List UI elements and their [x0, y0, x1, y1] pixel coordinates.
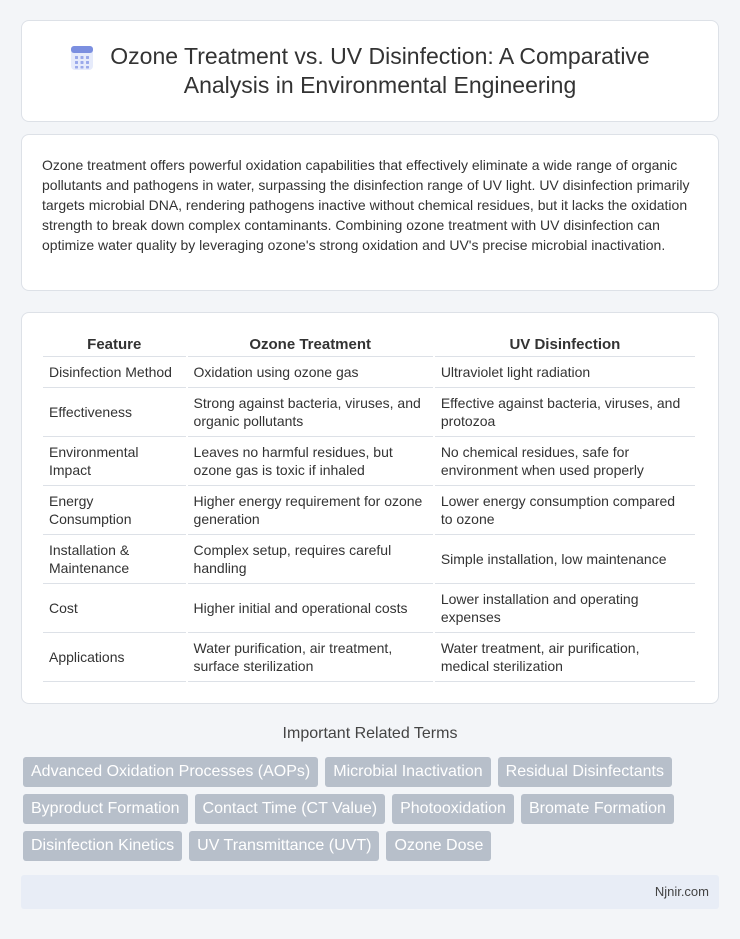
- row-uv: Lower installation and operating expenses: [435, 584, 695, 633]
- intro-paragraph: Ozone treatment offers powerful oxidation capabilities that effectively eliminate a wide range of organic pollutants and pathogens in water, surpassing the disinfection range of UV light. UV disinfection primarily targets microbial DNA, rendering pathogens inactive without chemical residues, but it lacks the oxidation strength to break down complex contaminants. Combining ozone treatment with UV disinfection can optimize water quality by leveraging ozone's strong oxidation and UV's precise microbial inactivation.: [42, 157, 690, 253]
- row-ozone: Water purification, air treatment, surface sterilization: [188, 633, 433, 682]
- table-row: [43, 535, 695, 584]
- row-ozone: Complex setup, requires careful handling: [188, 535, 433, 584]
- table-row: [43, 437, 695, 486]
- related-term-chip[interactable]: Ozone Dose: [386, 831, 491, 861]
- header-feature: Feature: [43, 331, 186, 357]
- footer: [21, 875, 719, 909]
- header-ozone: Ozone Treatment: [188, 331, 433, 357]
- row-uv: No chemical residues, safe for environment when used properly: [435, 437, 695, 486]
- row-feature: Installation & Maintenance: [43, 535, 186, 584]
- table-row: [43, 584, 695, 633]
- row-uv: Effective against bacteria, viruses, and protozoa: [435, 388, 695, 437]
- table-row: [43, 486, 695, 535]
- row-uv: Lower energy consumption compared to ozone: [435, 486, 695, 535]
- related-term-chip[interactable]: UV Transmittance (UVT): [189, 831, 379, 861]
- row-ozone: Strong against bacteria, viruses, and organic pollutants: [188, 388, 433, 437]
- header-uv: UV Disinfection: [435, 331, 695, 357]
- intro-card: [21, 134, 719, 291]
- related-term-chip[interactable]: Residual Disinfectants: [498, 757, 672, 787]
- row-uv: Simple installation, low maintenance: [435, 535, 695, 584]
- row-ozone: Leaves no harmful residues, but ozone gas is toxic if inhaled: [188, 437, 433, 486]
- row-feature: Applications: [43, 633, 186, 682]
- related-term-chip[interactable]: Disinfection Kinetics: [23, 831, 182, 861]
- table-row: [43, 357, 695, 388]
- related-term-chip[interactable]: Advanced Oxidation Processes (AOPs): [23, 757, 318, 787]
- row-ozone: Oxidation using ozone gas: [188, 357, 433, 388]
- related-term-chip[interactable]: Bromate Formation: [521, 794, 674, 824]
- row-feature: Environmental Impact: [43, 437, 186, 486]
- row-feature: Disinfection Method: [43, 357, 186, 388]
- related-term-chip[interactable]: Contact Time (CT Value): [195, 794, 386, 824]
- title-card: [21, 20, 719, 122]
- footer-site-link[interactable]: Njnir.com: [654, 884, 709, 899]
- table-header-row: [43, 331, 695, 357]
- comparison-table: [41, 331, 697, 682]
- row-feature: Effectiveness: [43, 388, 186, 437]
- row-uv: Ultraviolet light radiation: [435, 357, 695, 388]
- related-term-chip[interactable]: Microbial Inactivation: [325, 757, 490, 787]
- row-ozone: Higher energy requirement for ozone generation: [188, 486, 433, 535]
- comparison-card: [21, 312, 719, 704]
- related-terms-heading: Important Related Terms: [282, 725, 458, 742]
- row-ozone: Higher initial and operational costs: [188, 584, 433, 633]
- table-row: [43, 388, 695, 437]
- row-uv: Water treatment, air purification, medical sterilization: [435, 633, 695, 682]
- related-term-chip[interactable]: Byproduct Formation: [23, 794, 188, 824]
- page-title: Ozone Treatment vs. UV Disinfection: A Comparative Analysis in Environmental Engineering: [110, 43, 650, 98]
- related-terms-list: [23, 757, 723, 861]
- table-row: [43, 633, 695, 682]
- related-term-chip[interactable]: Photooxidation: [392, 794, 514, 824]
- row-feature: Energy Consumption: [43, 486, 186, 535]
- row-feature: Cost: [43, 584, 186, 633]
